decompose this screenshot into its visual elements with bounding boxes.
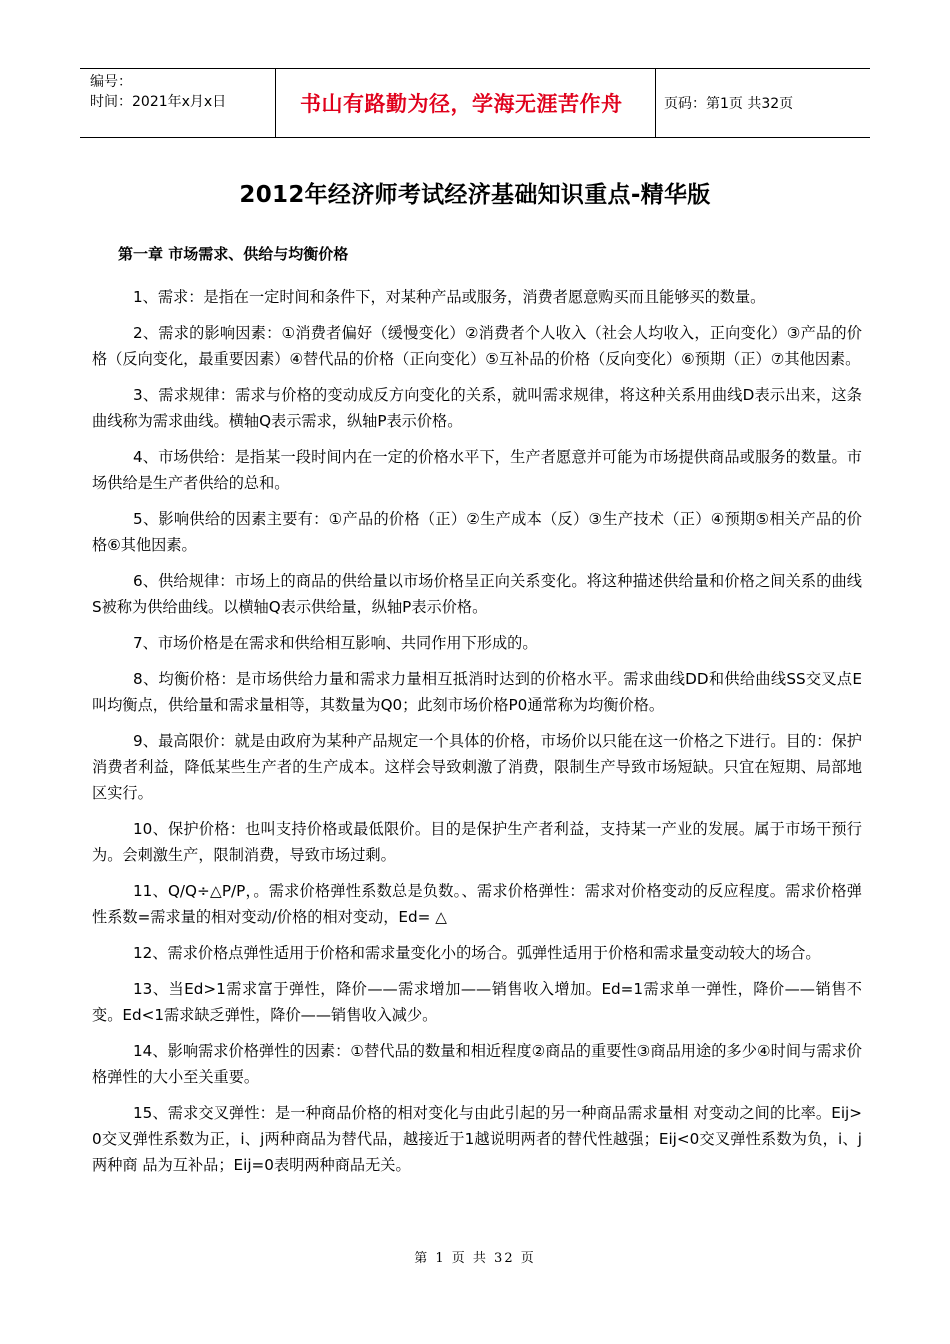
- date-label: 时间：2021年x月x日: [90, 94, 227, 110]
- paragraph: 6、供给规律：市场上的商品的供给量以市场价格呈正向关系变化。将这种描述供给量和价格之间关系的曲线S被称为供给曲线。以横轴Q表示供给量，纵轴P表示价格。: [92, 572, 862, 616]
- header-motto-cell: [276, 69, 656, 137]
- document-title: 2012年经济师考试经济基础知识重点-精华版: [239, 182, 711, 208]
- paragraph: 11、Q/Q÷△P/P，。需求价格弹性系数总是负数。、需求价格弹性：需求对价格变动的反应程度。需求价格弹性系数=需求量的相对变动/价格的相对变动，Ed= △: [92, 882, 862, 926]
- page-footer: 第 1 页 共 32 页: [414, 1251, 536, 1266]
- chapter-heading: 第一章 市场需求、供给与均衡价格: [118, 245, 349, 263]
- paragraph: 9、最高限价：就是由政府为某种产品规定一个具体的价格，市场价以只能在这一价格之下进行。目的：保护消费者利益，降低某些生产者的生产成本。这样会导致刺激了消费，限制生产导致市场短缺。只宜在短期、局部地区实行。: [92, 732, 862, 802]
- header-table: [80, 68, 870, 138]
- paragraph: 7、市场价格是在需求和供给相互影响、共同作用下形成的。: [133, 634, 538, 652]
- paragraph: 4、市场供给：是指某一段时间内在一定的价格水平下，生产者愿意并可能为市场提供商品或服务的数量。市场供给是生产者供给的总和。: [92, 448, 862, 492]
- paragraph: 8、均衡价格：是市场供给力量和需求力量相互抵消时达到的价格水平。需求曲线DD和供给曲线SS交叉点E叫均衡点，供给量和需求量相等，其数量为Q0；此刻市场价格P0通常称为均衡价格。: [92, 670, 862, 714]
- paragraph: 5、影响供给的因素主要有：①产品的价格（正）②生产成本（反）③生产技术（正）④预期⑤相关产品的价格⑥其他因素。: [92, 510, 862, 554]
- motto: 书山有路勤为径，学海无涯苦作舟: [300, 92, 623, 116]
- header-page-cell: [656, 69, 870, 137]
- paragraph: 1、需求：是指在一定时间和条件下，对某种产品或服务，消费者愿意购买而且能够买的数量。: [133, 288, 766, 306]
- body-text: [92, 284, 862, 1188]
- paragraph: 2、需求的影响因素：①消费者偏好（缓慢变化）②消费者个人收入（社会人均收入，正向变化）③产品的价格（反向变化，最重要因素）④替代品的价格（正向变化）⑤互补品的价格（反向变化）⑥预期（正）⑦其他因素。: [92, 324, 862, 368]
- paragraph: 12、需求价格点弹性适用于价格和需求量变化小的场合。弧弹性适用于价格和需求量变动较大的场合。: [133, 944, 821, 962]
- paragraph: 15、需求交叉弹性：是一种商品价格的相对变化与由此引起的另一种商品需求量相 对变动之间的比率。Eij>0交叉弹性系数为正，i、j两种商品为替代品，越接近于1越说明两者的替代性越强；Eij<0交叉弹性系数为负，i、j两种商 品为互补品；Eij=0表明两种商品无关。: [92, 1104, 862, 1174]
- paragraph: 3、需求规律：需求与价格的变动成反方向变化的关系，就叫需求规律，将这种关系用曲线D表示出来，这条曲线称为需求曲线。横轴Q表示需求，纵轴P表示价格。: [92, 386, 862, 430]
- page-label: 页码：第1页 共32页: [664, 96, 794, 112]
- paragraph: 10、保护价格：也叫支持价格或最低限价。目的是保护生产者利益，支持某一产业的发展。属于市场干预行为。会刺激生产，限制消费，导致市场过剩。: [92, 820, 862, 864]
- number-label: 编号：: [90, 74, 132, 90]
- header-info-cell: [80, 69, 276, 137]
- paragraph: 14、影响需求价格弹性的因素：①替代品的数量和相近程度②商品的重要性③商品用途的多少④时间与需求价格弹性的大小至关重要。: [92, 1042, 862, 1086]
- paragraph: 13、当Ed>1需求富于弹性，降价——需求增加——销售收入增加。Ed=1需求单一弹性，降价——销售不变。Ed<1需求缺乏弹性，降价——销售收入减少。: [92, 980, 862, 1024]
